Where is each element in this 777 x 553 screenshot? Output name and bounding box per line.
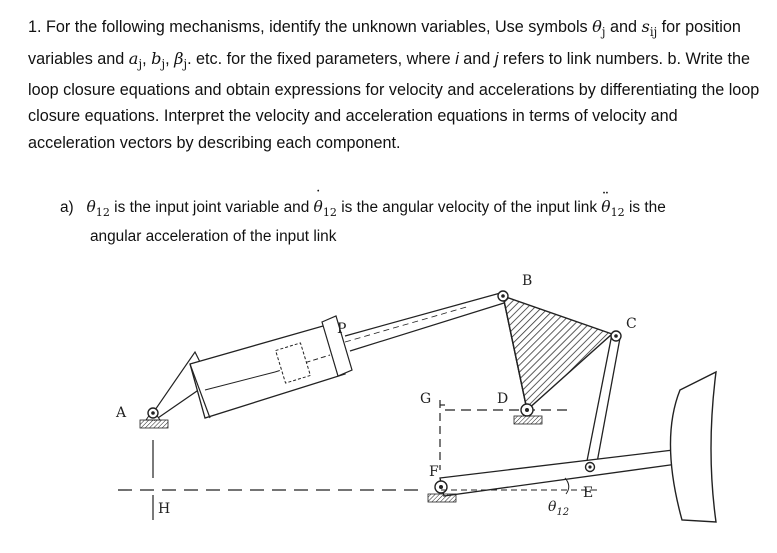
label-b: B xyxy=(522,273,533,289)
beta-j-symbol: $\beta_j$ xyxy=(174,48,188,71)
a-j-symbol: $a_j$ xyxy=(128,48,143,71)
text-fragment: is the angular velocity of the input link xyxy=(336,199,602,216)
text-fragment: for position variables and xyxy=(28,18,741,68)
text-fragment: is the xyxy=(624,199,666,216)
part-a-label: a) xyxy=(60,199,74,216)
text-fragment: and xyxy=(458,49,495,68)
theta12-arc xyxy=(565,478,569,494)
label-f: F xyxy=(429,464,439,480)
ground-pivot-d xyxy=(514,404,542,424)
question-number: 1. xyxy=(28,18,42,36)
text-fragment: refers to link numbers. b. Write the loop closure equations and obtain expressions for velocity and accelerations by differentiating the loop closure equations. Interpret the velocity and acceleration equations in terms of velocity and acceleration vectors by describing each component. xyxy=(28,49,760,152)
text-fragment: and xyxy=(605,18,642,36)
hydraulic-cylinder xyxy=(155,292,504,420)
theta12-ddot-symbol: θ $¨_{12}$ xyxy=(601,198,624,216)
b-j-symbol: $b_j$ xyxy=(151,48,166,71)
j-variable: j xyxy=(494,49,499,68)
dozer-blade xyxy=(670,372,716,522)
theta12-dot-symbol: θ $˙_{12}$ xyxy=(314,198,337,216)
label-c: C xyxy=(626,316,637,332)
label-a: A xyxy=(116,405,127,421)
text-fragment: is the input joint variable and xyxy=(109,199,314,216)
s-ij-symbol: $s_{ij}$ xyxy=(641,17,658,40)
text-fragment: For the following mechanisms, identify the unknown variables, Use symbols xyxy=(46,18,593,36)
label-theta12: $\theta_{12}$ xyxy=(548,499,570,518)
text-fragment: . etc. for the fixed parameters, where xyxy=(187,49,456,68)
label-d: D xyxy=(497,391,509,407)
label-g: G xyxy=(420,391,432,407)
boom-link-fe xyxy=(440,448,692,496)
part-a-line2: angular acceleration of the input link xyxy=(90,228,337,246)
text-fragment: , xyxy=(165,49,175,68)
text-fragment: , xyxy=(142,49,152,68)
label-p: P xyxy=(337,321,347,337)
i-variable: i xyxy=(455,49,459,68)
label-h: H xyxy=(158,501,171,517)
label-e: E xyxy=(583,485,594,501)
link-ce xyxy=(586,334,620,468)
theta-j-symbol: $\theta_j$ xyxy=(592,17,606,40)
ternary-link-bcd xyxy=(503,296,612,410)
ground-pivot-a xyxy=(140,408,168,428)
theta12-symbol: $\theta_{12}$ xyxy=(86,198,110,220)
